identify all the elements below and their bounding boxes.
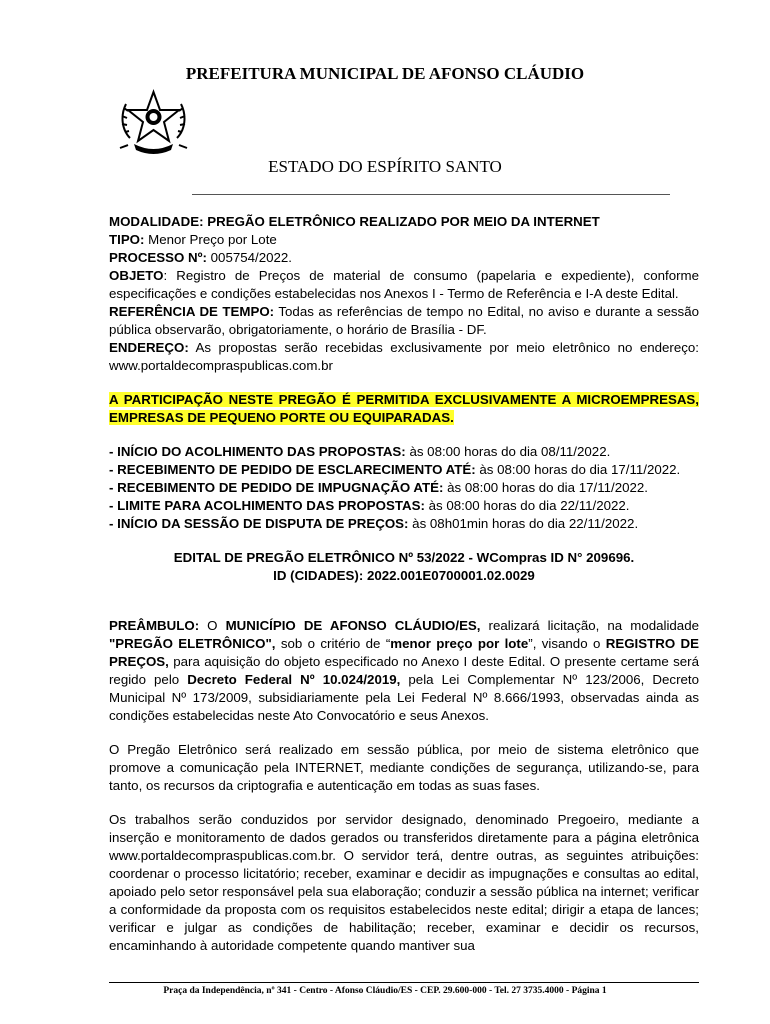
schedule-item — [109, 443, 699, 461]
document-body — [109, 213, 699, 955]
processo-label: PROCESSO Nº: — [109, 250, 207, 265]
preamble-text: para aquisição do objeto especificado no Anexo I deste Edital. O presente certame será regido pelo — [109, 654, 699, 687]
tipo-value: Menor Preço por Lote — [148, 232, 277, 247]
schedule-label: - INÍCIO DA SESSÃO DE DISPUTA DE PREÇOS: — [109, 516, 409, 531]
preamble-criterion: menor preço por lote — [390, 636, 529, 651]
schedule-item — [109, 479, 699, 497]
edital-id: ID (CIDADES): 2022.001E0700001.02.0029 — [273, 568, 535, 583]
endereco-line — [109, 339, 699, 375]
objeto-line — [109, 267, 699, 303]
processo-line — [109, 249, 699, 267]
preamble-paragraph — [109, 617, 699, 725]
objeto-value: : Registro de Preços de material de consumo (papelaria e expediente), conforme especificações e condições estabelecidas nos Anexos I - Termo de Referência e I-A deste Edital. — [109, 268, 699, 301]
page-footer: Praça da Independência, nº 341 - Centro - Afonso Cláudio/ES - CEP. 29.600-000 - Tel. 27 3735.4000 - Página 1 — [163, 986, 607, 996]
preamble-text: pela Lei Complementar Nº 123/2006, Decreto Municipal Nº 173/2009, subsidiariamente pela Lei Federal Nº 8.666/1993, observadas ainda as condições estabelecidas neste Ato Convocatório e seus Anexos. — [109, 672, 699, 723]
referencia-label: REFERÊNCIA DE TEMPO: — [109, 304, 275, 319]
preamble-text: O — [199, 618, 226, 633]
schedule-value: às 08h01min horas do dia 22/11/2022. — [412, 516, 639, 531]
objeto-label: OBJETO — [109, 268, 164, 283]
schedule-label: - LIMITE PARA ACOLHIMENTO DAS PROPOSTAS: — [109, 498, 425, 513]
schedule-value: às 08:00 horas do dia 08/11/2022. — [409, 444, 611, 459]
edital-title: EDITAL DE PREGÃO ELETRÔNICO Nº 53/2022 - WCompras ID N° 209696. — [173, 550, 635, 565]
endereco-label: ENDEREÇO: — [109, 340, 189, 355]
preamble-municipality: MUNICÍPIO DE AFONSO CLÁUDIO/ES, — [225, 618, 481, 633]
referencia-line — [109, 303, 699, 339]
municipality-title: PREFEITURA MUNICIPAL DE AFONSO CLÁUDIO — [185, 64, 585, 83]
schedule-value: às 08:00 horas do dia 22/11/2022. — [428, 498, 630, 513]
tipo-label: TIPO: — [109, 232, 145, 247]
processo-value: 005754/2022. — [210, 250, 292, 265]
preamble-registry: REGISTRO DE PREÇOS, — [109, 636, 700, 669]
preamble-modality: "PREGÃO ELETRÔNICO", — [109, 636, 276, 651]
schedule-value: às 08:00 horas do dia 17/11/2022. — [479, 462, 681, 477]
participation-highlight: A PARTICIPAÇÃO NESTE PREGÃO É PERMITIDA EXCLUSIVAMENTE A MICROEMPRESAS, EMPRESAS DE PEQUENO PORTE OU EQUIPARADAS. — [109, 392, 699, 425]
schedule-label: - RECEBIMENTO DE PEDIDO DE ESCLARECIMENTO ATÉ: — [109, 462, 476, 477]
state-name: ESTADO DO ESPÍRITO SANTO — [268, 157, 502, 176]
endereco-value: As propostas serão recebidas exclusivamente por meio eletrônico no endereço: www.portaldecompraspublicas.com.br — [109, 340, 699, 373]
coat-of-arms-icon — [116, 86, 191, 156]
session-paragraph: O Pregão Eletrônico será realizado em sessão pública, por meio de sistema eletrônico que promove a comunicação pela INTERNET, mediante condições de segurança, utilizando-se, para tanto, os recursos da criptografia e autenticação em todas as suas fases. — [109, 742, 699, 793]
schedule-item — [109, 497, 699, 515]
preamble-text: realizará licitação, na modalidade — [480, 618, 699, 633]
modalidade-value: PREGÃO ELETRÔNICO REALIZADO POR MEIO DA INTERNET — [207, 214, 600, 229]
preamble-decree: Decreto Federal Nº 10.024/2019, — [187, 672, 401, 687]
schedule-item — [109, 461, 699, 479]
schedule-label: - INÍCIO DO ACOLHIMENTO DAS PROPOSTAS: — [109, 444, 406, 459]
modalidade-line — [109, 213, 699, 231]
preamble-label: PREÂMBULO: — [109, 618, 200, 633]
schedule-item — [109, 515, 699, 533]
pregoeiro-paragraph: Os trabalhos serão conduzidos por servidor designado, denominado Pregoeiro, mediante a inserção e monitoramento de dados gerados ou transferidos diretamente para a página eletrônica www.portaldecompraspublicas.com.br. O servidor terá, dentre outras, as seguintes atribuições: coordenar o processo licitatório; receber, examinar e decidir as impugnações e consultas ao edital, apoiado pelo setor responsável pela sua elaboração; conduzir a sessão pública na internet; verificar a conformidade da proposta com os requisitos estabelecidos neste edital; dirigir a etapa de lances; verificar e julgar as condições de habilitação; receber, examinar e decidir os recursos, encaminhando à autoridade competente quando mantiver sua — [109, 812, 699, 953]
modalidade-label: MODALIDADE: — [109, 214, 204, 229]
participation-notice — [109, 391, 699, 427]
header-divider — [192, 194, 670, 195]
preamble-text: sob o critério de “ — [275, 636, 391, 651]
schedule-label: - RECEBIMENTO DE PEDIDO DE IMPUGNAÇÃO ATÉ: — [109, 480, 444, 495]
preamble-text: ”, visando o — [528, 636, 606, 651]
footer-divider — [109, 982, 699, 983]
schedule-value: às 08:00 horas do dia 17/11/2022. — [447, 480, 648, 495]
tipo-line — [109, 231, 699, 249]
referencia-value: Todas as referências de tempo no Edital, no aviso e durante a sessão pública observarão, obrigatoriamente, o horário de Brasília - DF. — [109, 304, 699, 337]
